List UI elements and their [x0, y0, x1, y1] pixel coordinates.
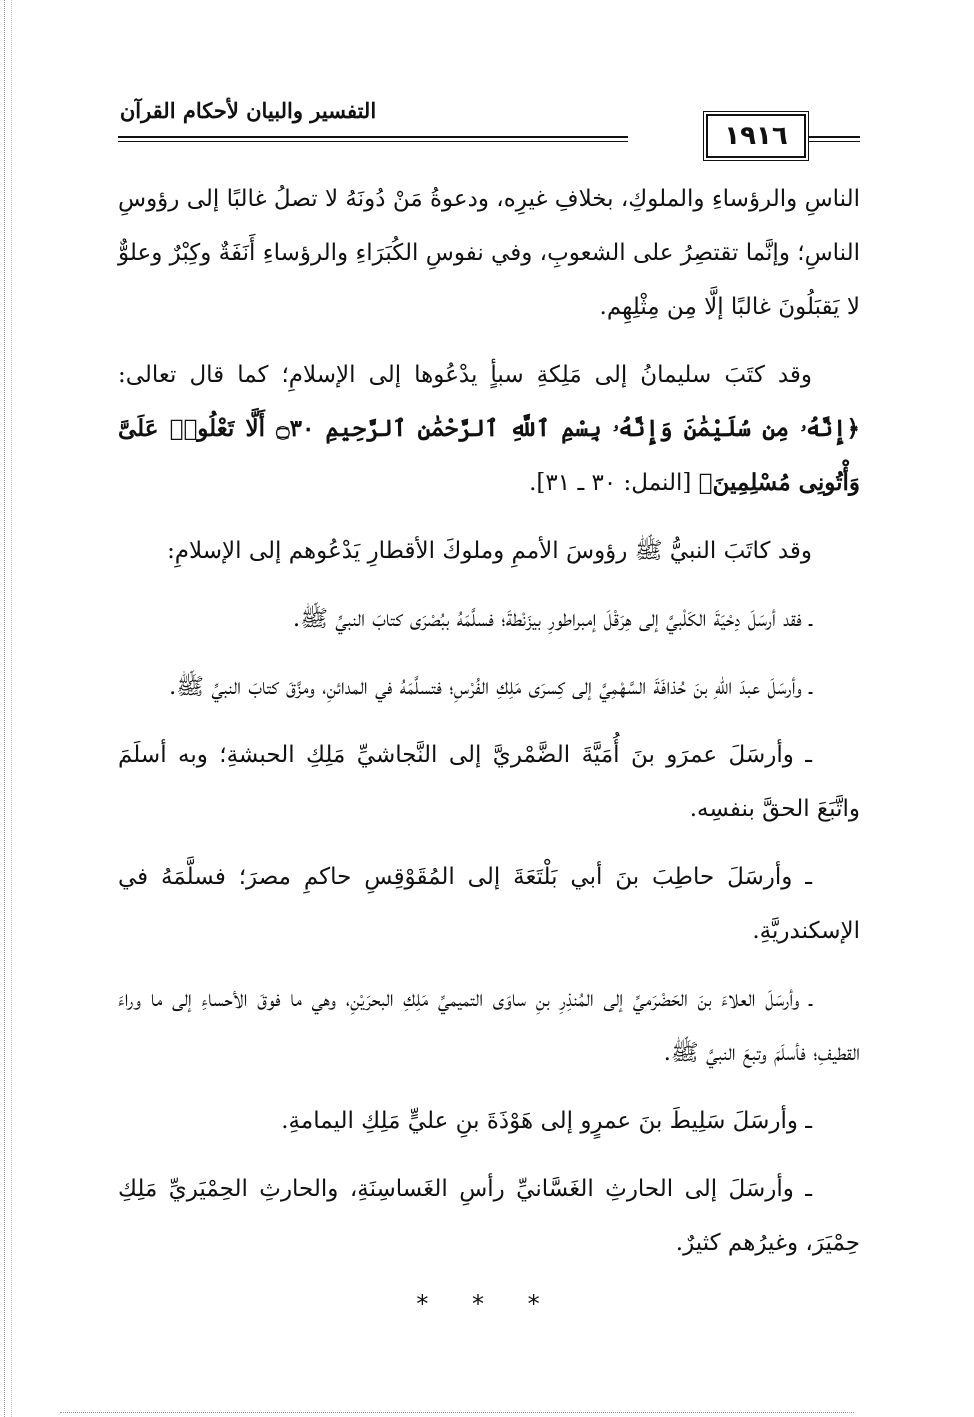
page-number: ١٩١٦	[706, 114, 806, 158]
list-item: ـ وأرسَلَ حاطِبَ بنَ أبي بَلْتَعَةَ إلى المُقَوْقِسِ حاكمِ مصرَ؛ فسلَّمَهُ في الإسكندريَّةِ.	[118, 864, 860, 944]
paragraph-quran-citation	[118, 348, 860, 510]
list-item: ـ وأرسَلَ العلاءَ بنَ الحَضْرَميِّ إلى المُنذِرِ بنِ ساوَى التميميِّ مَلِكِ البحرَيْنِ، وهي ما فوقَ الأحساءِ إلى ما وراءَ القطيفِ؛ فأسلَمَ وتبعَ النبيَّ ﷺ.	[118, 986, 860, 1066]
verse-reference: [النمل: ٣٠ ـ ٣١].	[529, 470, 699, 496]
list-item: ـ وأرسَلَ إلى الحارثِ الغَسَّانيِّ رأسِ الغَساسِنَةِ، والحارثِ الحِمْيَريِّ مَلِكِ حِمْيَرَ، وغيرُهم كثيرٌ.	[118, 1176, 860, 1256]
page-body	[118, 172, 860, 1284]
paragraph: وقد كاتَبَ النبيُّ ﷺ رؤوسَ الأممِ وملوكَ الأقطارِ يَدْعُوهم إلى الإسلامِ:	[167, 538, 812, 564]
running-title: التفسير والبيان لأحكام القرآن	[119, 98, 377, 123]
list-item: ـ فقد أرسَلَ دِحْيَةَ الكَلْبيَّ إلى هِرَقْلَ إمبراطورِ بيزَنْطةَ؛ فسلَّمَهُ ببُصْرَى كتابَ النبيِّ ﷺ.	[292, 606, 812, 632]
section-break-stars: * * *	[416, 1290, 558, 1318]
list-item: ـ وأرسَلَ عمرَو بنَ أُمَيَّةَ الضَّمْريَّ إلى النَّجاشيِّ مَلِكِ الحبشةِ؛ وبه أسلَمَ واتَّبَعَ الحقَّ بنفسِه.	[118, 742, 860, 822]
paragraph: الناسِ والرؤساءِ والملوكِ، بخلافِ غيرِه، ودعوةُ مَنْ دُونَهُ لا تصلُ غالبًا إلى رؤوسِ الناسِ؛ وإنَّما تقتصِرُ على الشعوبِ، وفي نفوسِ الكُبَرَاءِ والرؤساءِ أَنَفَةٌ وكِبْرٌ وعلوٌّ لا يَقبَلُونَ غالبًا إلَّا مِن مِثْلِهِم.	[118, 186, 860, 320]
list-item: ـ وأرسَلَ عبدَ اللهِ بنَ حُذافَةَ السَّهْمِيَّ إلى كِسرَى مَلِكِ الفُرْسِ؛ فتسلَّمَهُ في المدائنِ، ومزَّقَ كتابَ النبيِّ ﷺ.	[168, 674, 812, 700]
scan-edge-bottom	[60, 1412, 854, 1413]
quran-verse: ﴿إِنَّهُۥ مِن سُلَيْمَٰنَ وَإِنَّهُۥ بِسْمِ ٱللَّهِ ٱلرَّحْمَٰنِ ٱلرَّحِيمِ ۝٣٠ أَلَّا تَعْلُوا۟ عَلَىَّ وَأْتُونِى مُسْلِمِينَ﴾	[118, 415, 860, 496]
header-rule-left	[118, 136, 628, 142]
list-item: ـ وأرسَلَ سَلِيطَ بنَ عمرٍو إلى هَوْذَةَ بنِ عليٍّ مَلِكِ اليمامةِ.	[281, 1108, 812, 1134]
scan-edge-left	[4, 0, 12, 1417]
page-header	[118, 98, 860, 162]
paragraph-text: وقد كتَبَ سليمانُ إلى مَلِكةِ سبأٍ يدْعُوها إلى الإسلامِ؛ كما قال تعالى:	[118, 362, 812, 388]
header-rule-right	[808, 136, 860, 142]
